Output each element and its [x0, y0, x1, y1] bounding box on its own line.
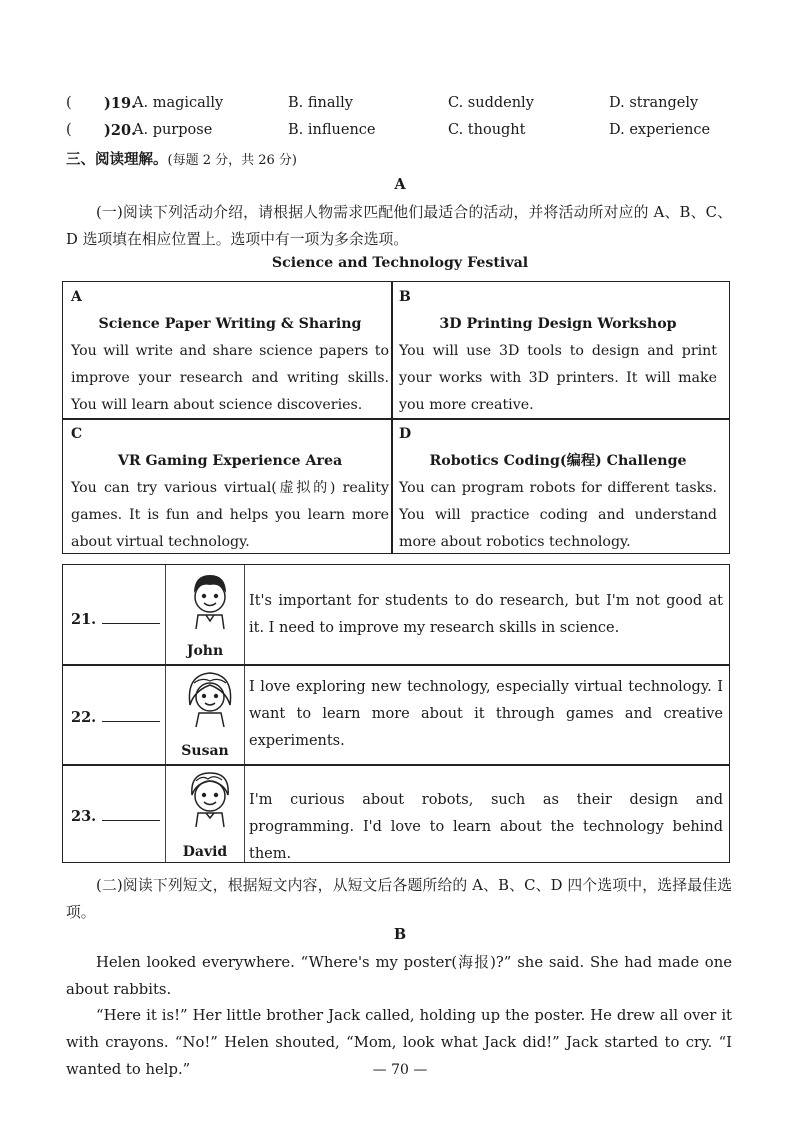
- girl-avatar-icon: [180, 669, 240, 729]
- option-a: A. purpose: [133, 122, 213, 138]
- page-number: — 70 —: [372, 1062, 428, 1078]
- part-b-instruction: (二)阅读下列短文，根据短文内容，从短文后各题所给的 A、B、C、D 四个选项中，选择最佳选项。: [66, 877, 732, 921]
- activity-letter: B: [399, 289, 411, 305]
- answer-paren-open: (: [66, 95, 72, 111]
- part-b-letter: B: [393, 926, 407, 943]
- activity-b: [399, 284, 717, 419]
- boy-avatar-icon: [180, 571, 240, 631]
- activity-title: Science Paper Writing & Sharing: [98, 316, 362, 332]
- activity-title: Robotics Coding(编程) Challenge: [429, 453, 687, 469]
- activity-title: 3D Printing Design Workshop: [439, 316, 677, 332]
- option-d: D. strangely: [609, 95, 699, 111]
- activity-c: [71, 421, 389, 556]
- person-statement: I love exploring new technology, especially virtual technology. I want to learn more about it through games and creative experiments.: [249, 679, 723, 749]
- activity-d: [399, 421, 717, 556]
- person-name: Susan: [181, 743, 229, 759]
- section-title: 三、阅读理解。: [66, 151, 168, 168]
- person-name: John: [186, 643, 224, 659]
- story-paragraph: Helen looked everywhere. “Where's my poster(海报)?” she said. She had made one about rabbits.: [66, 954, 732, 998]
- table-divider: [244, 565, 245, 862]
- table-divider: [63, 664, 729, 666]
- table-divider: [165, 565, 166, 862]
- question-number: )20.: [104, 122, 137, 139]
- activity-a: [71, 284, 389, 419]
- person-statement: I'm curious about robots, such as their design and programming. I'd love to learn about the technology behind them.: [249, 792, 723, 862]
- answer-slot-21[interactable]: 21.: [71, 609, 160, 628]
- person-statement: It's important for students to do research, but I'm not good at it. I need to improve my research skills in science.: [249, 593, 723, 636]
- option-c: C. thought: [448, 122, 526, 138]
- activity-letter: A: [71, 289, 82, 305]
- table-divider: [63, 764, 729, 766]
- option-c: C. suddenly: [448, 95, 534, 111]
- activity-description: You will use 3D tools to design and print your works with 3D printers. It will make you more creative.: [399, 343, 717, 413]
- story-paragraph: “Here it is!” Her little brother Jack called, holding up the poster. He drew all over it with crayons. “No!” Helen shouted, “Mom, look what Jack did!” Jack started to cry. “I wanted to help.”: [66, 1007, 732, 1078]
- activity-description: You can program robots for different tasks. You will practice coding and understand more about robotics technology.: [399, 480, 717, 550]
- question-number: )19.: [104, 95, 137, 112]
- part-a-letter: A: [394, 176, 406, 193]
- activity-letter: C: [71, 426, 83, 442]
- activities-table: [62, 281, 730, 554]
- answer-slot-23[interactable]: 23.: [71, 806, 160, 825]
- answer-slot-22[interactable]: 22.: [71, 707, 160, 726]
- part-a-instruction: (一)阅读下列活动介绍，请根据人物需求匹配他们最适合的活动，并将活动所对应的 A、B、C、D 选项填在相应位置上。选项中有一项为多余选项。: [66, 204, 732, 248]
- option-b: B. finally: [288, 95, 353, 111]
- answer-blank[interactable]: [102, 707, 160, 722]
- option-b: B. influence: [288, 122, 376, 138]
- activity-title: VR Gaming Experience Area: [117, 453, 343, 469]
- answer-blank[interactable]: [102, 609, 160, 624]
- section-note: (每题 2 分，共 26 分): [167, 153, 297, 168]
- section-heading: [66, 148, 297, 169]
- option-a: A. magically: [133, 95, 224, 111]
- option-d: D. experience: [609, 122, 711, 138]
- activity-description: You can try various virtual(虚拟的) reality games. It is fun and helps you learn more about virtual technology.: [71, 480, 389, 550]
- matching-table: [62, 564, 730, 863]
- answer-blank[interactable]: [102, 806, 160, 821]
- festival-title: Science and Technology Festival: [271, 255, 529, 271]
- person-name: David: [182, 844, 228, 860]
- answer-paren-open: (: [66, 122, 72, 138]
- boy-avatar-icon: [180, 769, 240, 829]
- activity-description: You will write and share science papers to improve your research and writing skills. You will learn about science discoveries.: [71, 343, 389, 413]
- activity-letter: D: [399, 426, 412, 442]
